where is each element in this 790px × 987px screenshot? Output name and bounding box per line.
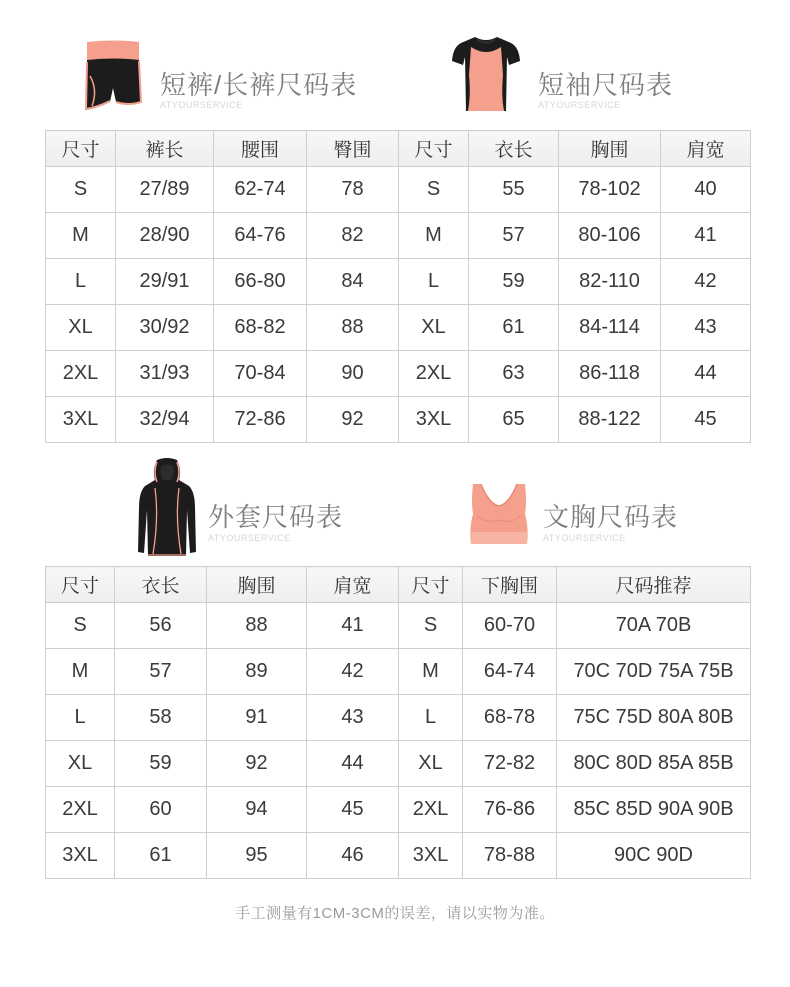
measurement-cell: 68-78 [463,695,557,741]
column-header: 尺寸 [46,131,116,167]
measurement-cell: 88 [207,603,307,649]
column-header: 衣长 [469,131,559,167]
measurement-cell: 31/93 [116,351,214,397]
measurement-cell: 46 [307,833,399,879]
table-row [399,741,751,787]
size-cell: S [46,167,116,213]
tshirt-icon [451,35,521,113]
table-row [46,305,399,351]
measurement-cell: 95 [207,833,307,879]
table-row [46,695,399,741]
table-row [46,603,399,649]
measurement-cell: 43 [307,695,399,741]
jacket-subtitle: ATYOURSERVICE [208,533,291,543]
measurement-cell: 42 [307,649,399,695]
bra-subtitle: ATYOURSERVICE [543,533,626,543]
bra-size-table [398,566,751,879]
size-cell: XL [399,305,469,351]
measurement-cell: 64-76 [214,213,307,259]
table-row [399,213,751,259]
measurement-cell: 58 [115,695,207,741]
measurement-cell: 70A 70B [557,603,751,649]
table-row [46,787,399,833]
measurement-cell: 80-106 [559,213,661,259]
measurement-cell: 45 [661,397,751,443]
hooded-jacket-icon [137,458,197,559]
table-row [46,833,399,879]
column-header: 尺寸 [399,131,469,167]
table-row [46,397,399,443]
short-sleeve-subtitle: ATYOURSERVICE [538,100,621,110]
measurement-cell: 63 [469,351,559,397]
table-row [399,351,751,397]
table-row [46,741,399,787]
size-cell: 2XL [399,351,469,397]
measurement-cell: 92 [207,741,307,787]
size-cell: XL [46,305,116,351]
measurement-cell: 29/91 [116,259,214,305]
size-cell: S [399,167,469,213]
column-header: 尺寸 [46,567,115,603]
measurement-cell: 60 [115,787,207,833]
table-row [399,167,751,213]
column-header: 腰围 [214,131,307,167]
short-sleeve-size-chart-title: 短袖尺码表 [538,70,674,100]
table-row [399,787,751,833]
measurement-cell: 40 [661,167,751,213]
measurement-cell: 62-74 [214,167,307,213]
measurement-cell: 43 [661,305,751,351]
measurement-cell: 72-82 [463,741,557,787]
measurement-cell: 55 [469,167,559,213]
measurement-cell: 30/92 [116,305,214,351]
measurement-cell: 85C 85D 90A 90B [557,787,751,833]
measurement-cell: 75C 75D 80A 80B [557,695,751,741]
table-row [399,649,751,695]
measurement-cell: 90 [307,351,399,397]
size-cell: S [399,603,463,649]
size-cell: 3XL [399,833,463,879]
size-cell: 3XL [46,833,115,879]
pants-size-table [45,130,399,443]
size-cell: L [46,695,115,741]
size-cell: 2XL [46,787,115,833]
column-header: 臀围 [307,131,399,167]
pants-subtitle: ATYOURSERVICE [160,100,243,110]
measurement-cell: 90C 90D [557,833,751,879]
measurement-cell: 45 [307,787,399,833]
measurement-cell: 44 [661,351,751,397]
measurement-cell: 84 [307,259,399,305]
size-cell: L [399,259,469,305]
measurement-cell: 61 [469,305,559,351]
measurement-cell: 78 [307,167,399,213]
size-cell: XL [399,741,463,787]
table-row [399,603,751,649]
measurement-cell: 80C 80D 85A 85B [557,741,751,787]
table-row [399,397,751,443]
measurement-cell: 59 [115,741,207,787]
table-header-row [399,131,751,167]
size-cell: M [46,213,116,259]
column-header: 胸围 [207,567,307,603]
size-cell: S [46,603,115,649]
measurement-cell: 42 [661,259,751,305]
measurement-cell: 60-70 [463,603,557,649]
shorts-icon [84,40,142,112]
measurement-cell: 91 [207,695,307,741]
column-header: 裤长 [116,131,214,167]
measurement-cell: 78-102 [559,167,661,213]
measurement-cell: 66-80 [214,259,307,305]
sports-bra-icon [467,482,531,546]
table-row [46,213,399,259]
short-sleeve-size-table [398,130,751,443]
measurement-cell: 27/89 [116,167,214,213]
measurement-cell: 72-86 [214,397,307,443]
table-row [46,259,399,305]
size-cell: 3XL [46,397,116,443]
size-cell: 3XL [399,397,469,443]
measurement-cell: 70-84 [214,351,307,397]
measurement-cell: 57 [469,213,559,259]
measurement-cell: 68-82 [214,305,307,351]
measurement-cell: 70C 70D 75A 75B [557,649,751,695]
column-header: 尺码推荐 [557,567,751,603]
size-cell: M [46,649,115,695]
measurement-cell: 88-122 [559,397,661,443]
measurement-cell: 84-114 [559,305,661,351]
jacket-size-table [45,566,399,879]
table-header-row [46,567,399,603]
size-cell: M [399,649,463,695]
pants-size-chart-title: 短裤/长裤尺码表 [160,70,358,100]
measurement-cell: 41 [307,603,399,649]
measurement-cell: 94 [207,787,307,833]
measurement-cell: 28/90 [116,213,214,259]
size-cell: L [399,695,463,741]
table-header-row [46,131,399,167]
size-cell: L [46,259,116,305]
size-cell: 2XL [399,787,463,833]
measurement-cell: 82-110 [559,259,661,305]
measurement-cell: 89 [207,649,307,695]
measurement-cell: 57 [115,649,207,695]
measurement-cell: 82 [307,213,399,259]
column-header: 肩宽 [661,131,751,167]
measurement-cell: 56 [115,603,207,649]
column-header: 肩宽 [307,567,399,603]
size-cell: M [399,213,469,259]
column-header: 尺寸 [399,567,463,603]
measurement-cell: 65 [469,397,559,443]
table-row [399,833,751,879]
measurement-cell: 64-74 [463,649,557,695]
table-header-row [399,567,751,603]
measurement-cell: 59 [469,259,559,305]
column-header: 胸围 [559,131,661,167]
table-row [399,259,751,305]
measurement-note: 手工测量有1CM-3CM的误差，请以实物为准。 [235,905,555,922]
size-cell: 2XL [46,351,116,397]
table-row [46,167,399,213]
measurement-cell: 41 [661,213,751,259]
measurement-cell: 76-86 [463,787,557,833]
jacket-size-chart-title: 外套尺码表 [208,502,344,532]
size-cell: XL [46,741,115,787]
bra-size-chart-title: 文胸尺码表 [543,502,679,532]
measurement-cell: 86-118 [559,351,661,397]
measurement-cell: 78-88 [463,833,557,879]
measurement-cell: 92 [307,397,399,443]
column-header: 下胸围 [463,567,557,603]
table-row [46,649,399,695]
table-row [46,351,399,397]
measurement-cell: 61 [115,833,207,879]
measurement-cell: 32/94 [116,397,214,443]
table-row [399,305,751,351]
measurement-cell: 88 [307,305,399,351]
column-header: 衣长 [115,567,207,603]
table-row [399,695,751,741]
measurement-cell: 44 [307,741,399,787]
